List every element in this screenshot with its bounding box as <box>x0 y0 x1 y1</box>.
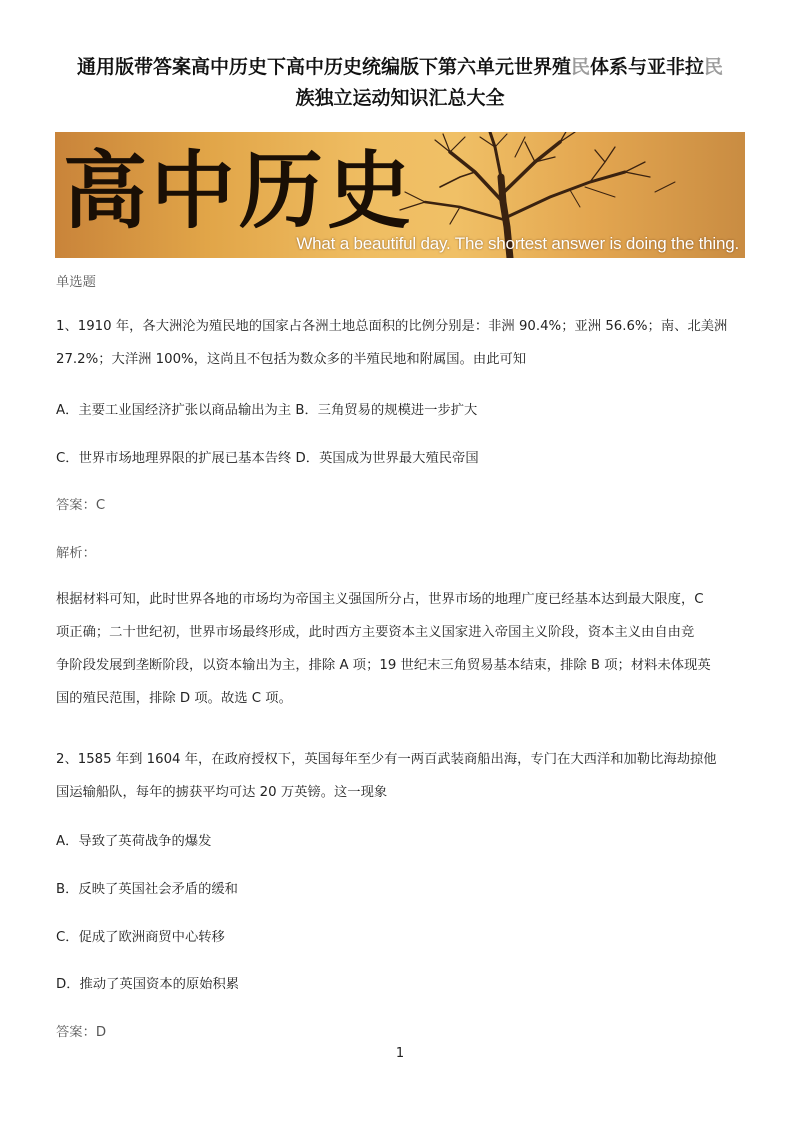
section-label: 单选题 <box>56 275 96 290</box>
title-watermark-char: 民 <box>704 56 724 78</box>
question-1-stem: 1、1910 年，各大洲沦为殖民地的国家占各洲土地总面积的比例分别是：非洲 90.4%；亚洲 56.6%；南、北美洲 27.2%；大洋洲 100%，这尚且不包括为数众多的半殖民地和附属国。由此可知 <box>56 319 728 367</box>
question-2-stem: 2、1585 年到 1604 年，在政府授权下，英国每年至少有一两百武装商船出海，专门在大西洋和加勒比海劫掠他 国运输船队，每年的掳获平均可达 20 万英镑。这一现象 <box>56 752 717 800</box>
question-1-analysis: 根据材料可知，此时世界各地的市场均为帝国主义强国所分占，世界市场的地理广度已经基本达到最大限度，C 项正确；二十世纪初，世界市场最终形成，此时西方主要资本主义国家进入帝国主义阶段，资本主义由自由竞 争阶段发展到垄断阶段，以资本输出为主，排除 A 项；19 世纪末三角贸易基本结束，排除 B 项；材料未体现英 国的殖民范围，排除 D 项。故选 C 项。 <box>56 592 711 706</box>
page-number: 1 <box>395 1046 405 1061</box>
title-line-1: 通用版带答案高中历史下高中历史统编版下第六单元世界殖民体系与亚非拉民 <box>76 56 724 78</box>
title-line-2: 族独立运动知识汇总大全 <box>295 87 505 109</box>
question-1-options-cd: C．世界市场地理界限的扩展已基本告终 D．英国成为世界最大殖民帝国 <box>56 451 479 466</box>
document-title <box>40 52 760 114</box>
question-1-analysis-label: 解析： <box>56 546 96 561</box>
question-1-answer: 答案：C <box>56 498 106 513</box>
banner-heading: 高中历史 <box>63 141 416 240</box>
question-2-option-b: B．反映了英国社会矛盾的缓和 <box>56 882 238 897</box>
question-1-options-ab: A．主要工业国经济扩张以商品输出为主 B．三角贸易的规模进一步扩大 <box>56 403 478 418</box>
question-2-answer: 答案：D <box>56 1025 107 1040</box>
banner-image <box>55 132 745 258</box>
title-watermark-char: 民 <box>570 56 590 78</box>
question-2-option-c: C．促成了欧洲商贸中心转移 <box>56 930 225 945</box>
banner-motto: What a beautiful day. The shortest answer is doing the thing. <box>296 234 739 253</box>
question-2-option-d: D．推动了英国资本的原始积累 <box>56 977 240 992</box>
question-2-option-a: A．导致了英荷战争的爆发 <box>56 834 212 849</box>
